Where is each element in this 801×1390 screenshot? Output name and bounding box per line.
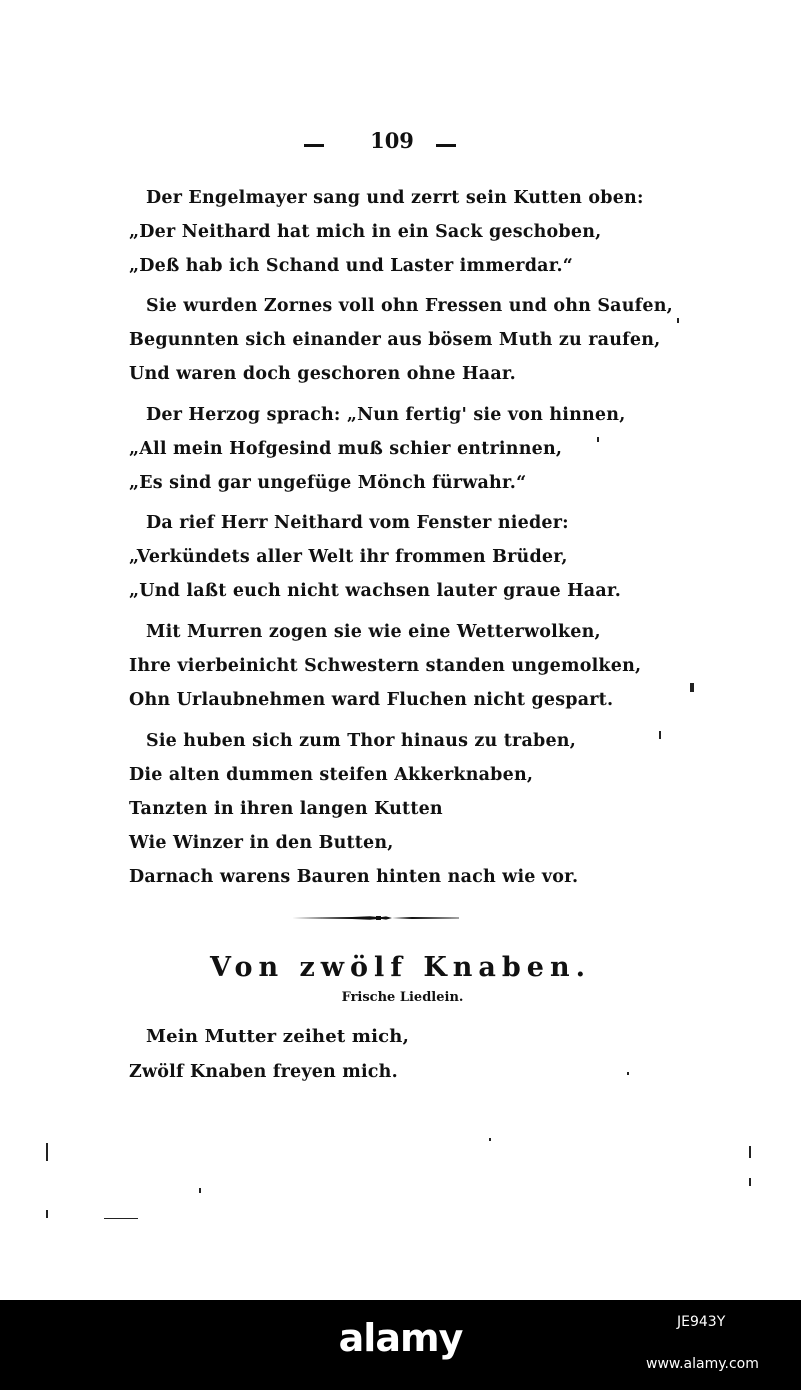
poem-line: „Deß hab ich Schand und Laster immerdar.“ [129,256,574,276]
scan-speck [597,437,599,442]
page-header [0,128,801,158]
scan-speck [199,1188,201,1193]
section-divider [292,915,459,921]
scan-speck [489,1138,491,1141]
scan-speck [104,1218,138,1219]
poem-line: Sie wurden Zornes voll ohn Fressen und ohn Saufen, [146,296,673,316]
watermark-logo: alamy [338,1316,463,1360]
poem-line: Ihre vierbeinicht Schwestern standen ungemolken, [129,656,642,676]
poem-line: Wie Winzer in den Butten, [129,833,394,853]
watermark-image-id: JE943Y [677,1314,726,1330]
scan-speck [46,1210,48,1218]
poem-line: „Es sind gar ungefüge Mönch fürwahr.“ [129,473,527,493]
poem-line: Begunnten sich einander aus bösem Muth zu raufen, [129,330,661,350]
scan-speck [677,318,679,323]
poem-line: Der Engelmayer sang und zerrt sein Kutten oben: [146,188,644,208]
scan-speck [46,1143,48,1161]
song-subtitle: Frische Liedlein. [341,990,464,1005]
scan-speck [627,1072,629,1075]
poem-line: „Verkündets aller Welt ihr frommen Brüder, [129,547,568,567]
poem-line: Da rief Herr Neithard vom Fenster nieder: [146,513,569,533]
song-line: Mein Mutter zeihet mich, [146,1026,410,1047]
poem-line: Tanzten in ihren langen Kutten [129,799,443,819]
poem-line: Sie huben sich zum Thor hinaus zu traben, [146,731,577,751]
scan-speck [749,1146,751,1158]
poem-line: Ohn Urlaubnehmen ward Fluchen nicht gespart. [129,690,614,710]
scan-speck [690,683,694,692]
watermark-url: www.alamy.com [646,1356,759,1372]
poem-line: Die alten dummen steifen Akkerknaben, [129,765,534,785]
poem-line: Mit Murren zogen sie wie eine Wetterwolken, [146,622,601,642]
poem-line: „All mein Hofgesind muß schier entrinnen, [129,439,563,459]
poem-line: Und waren doch geschoren ohne Haar. [129,364,516,384]
poem-line: „Und laßt euch nicht wachsen lauter graue Haar. [129,581,621,601]
poem-line: „Der Neithard hat mich in ein Sack geschoben, [129,222,602,242]
page-number: 109 [370,128,414,153]
scan-speck [749,1178,751,1186]
header-dash-left [304,144,324,147]
song-line: Zwölf Knaben freyen mich. [129,1062,398,1082]
poem-line: Der Herzog sprach: „Nun fertig' sie von hinnen, [146,405,626,425]
header-dash-right [436,144,456,147]
watermark-banner [0,1300,801,1390]
song-title: Von zwölf Knaben. [209,952,592,983]
poem-line: Darnach warens Bauren hinten nach wie vor. [129,867,579,887]
scan-speck [659,731,661,739]
